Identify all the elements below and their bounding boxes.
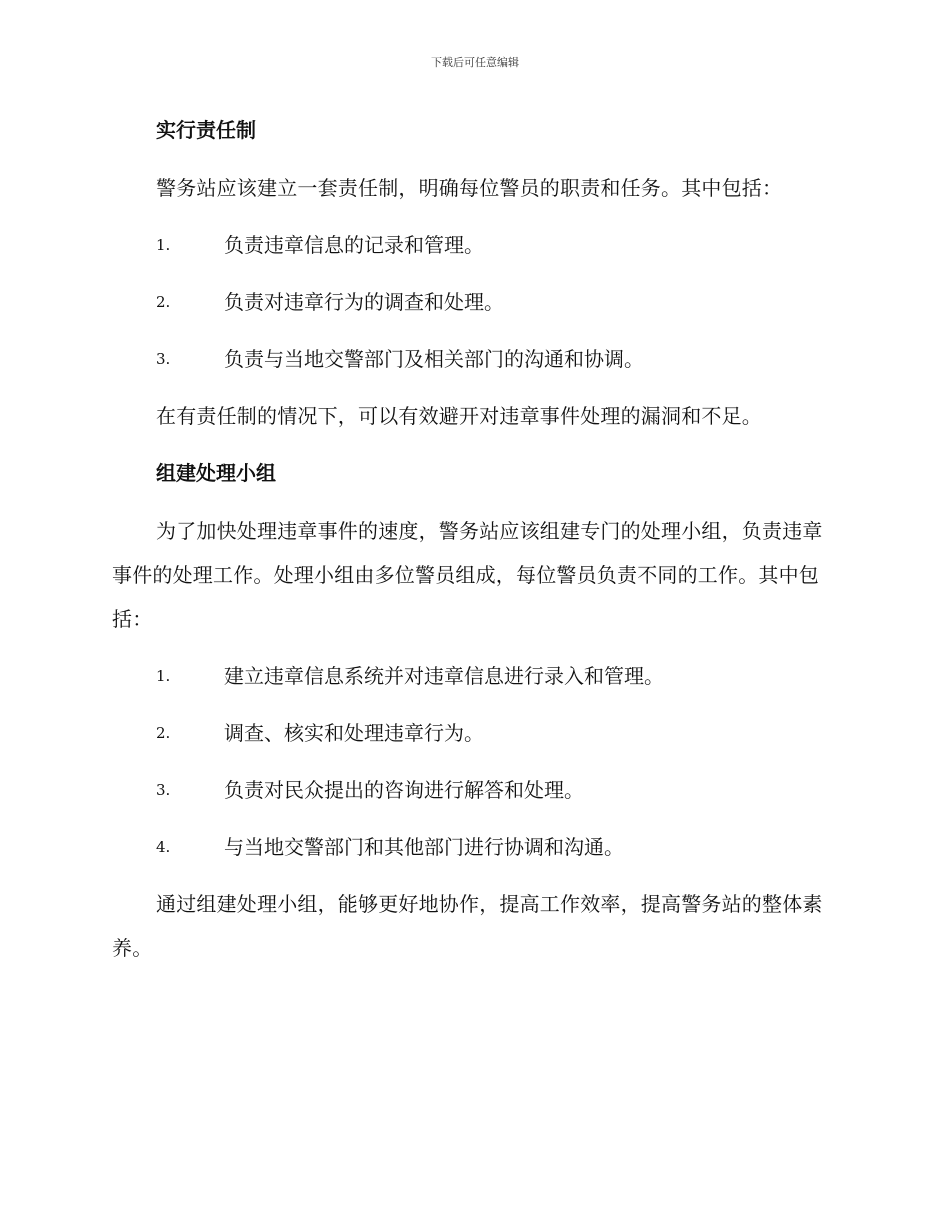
section-heading-responsibility: 实行责任制 — [156, 118, 256, 142]
document-body — [112, 108, 832, 983]
list-item — [112, 768, 832, 812]
list-item-text: 调查、核实和处理违章行为。 — [224, 721, 484, 745]
section2-list — [112, 654, 832, 869]
list-item — [112, 711, 832, 755]
list-number: 2. — [156, 724, 171, 742]
list-item — [112, 223, 832, 267]
list-item — [112, 654, 832, 698]
section1-list — [112, 223, 832, 381]
section2-conclusion: 通过组建处理小组，能够更好地协作，提高工作效率，提高警务站的整体素养。 — [112, 892, 823, 960]
list-number: 2. — [156, 293, 171, 311]
list-number: 1. — [156, 667, 171, 685]
section-heading-team: 组建处理小组 — [156, 461, 276, 485]
list-number: 3. — [156, 350, 171, 368]
list-item — [112, 825, 832, 869]
list-item-text: 负责对民众提出的咨询进行解答和处理。 — [224, 778, 584, 802]
list-item — [112, 337, 832, 381]
list-item-text: 负责与当地交警部门及相关部门的沟通和协调。 — [224, 347, 644, 371]
list-item-text: 建立违章信息系统并对违章信息进行录入和管理。 — [224, 664, 664, 688]
list-item-text: 负责对违章行为的调查和处理。 — [224, 290, 504, 314]
list-item-text: 与当地交警部门和其他部门进行协调和沟通。 — [224, 835, 624, 859]
list-item-text: 负责违章信息的记录和管理。 — [224, 233, 484, 257]
section1-conclusion: 在有责任制的情况下，可以有效避开对违章事件处理的漏洞和不足。 — [156, 404, 762, 428]
list-number: 3. — [156, 781, 171, 799]
section2-intro: 为了加快处理违章事件的速度，警务站应该组建专门的处理小组，负责违章事件的处理工作。处理小组由多位警员组成，每位警员负责不同的工作。其中包括： — [112, 519, 823, 631]
list-number: 1. — [156, 236, 171, 254]
list-item — [112, 280, 832, 324]
list-number: 4. — [156, 838, 171, 856]
section1-intro: 警务站应该建立一套责任制，明确每位警员的职责和任务。其中包括： — [156, 176, 783, 200]
page-header: 下载后可任意编辑 — [431, 56, 519, 69]
